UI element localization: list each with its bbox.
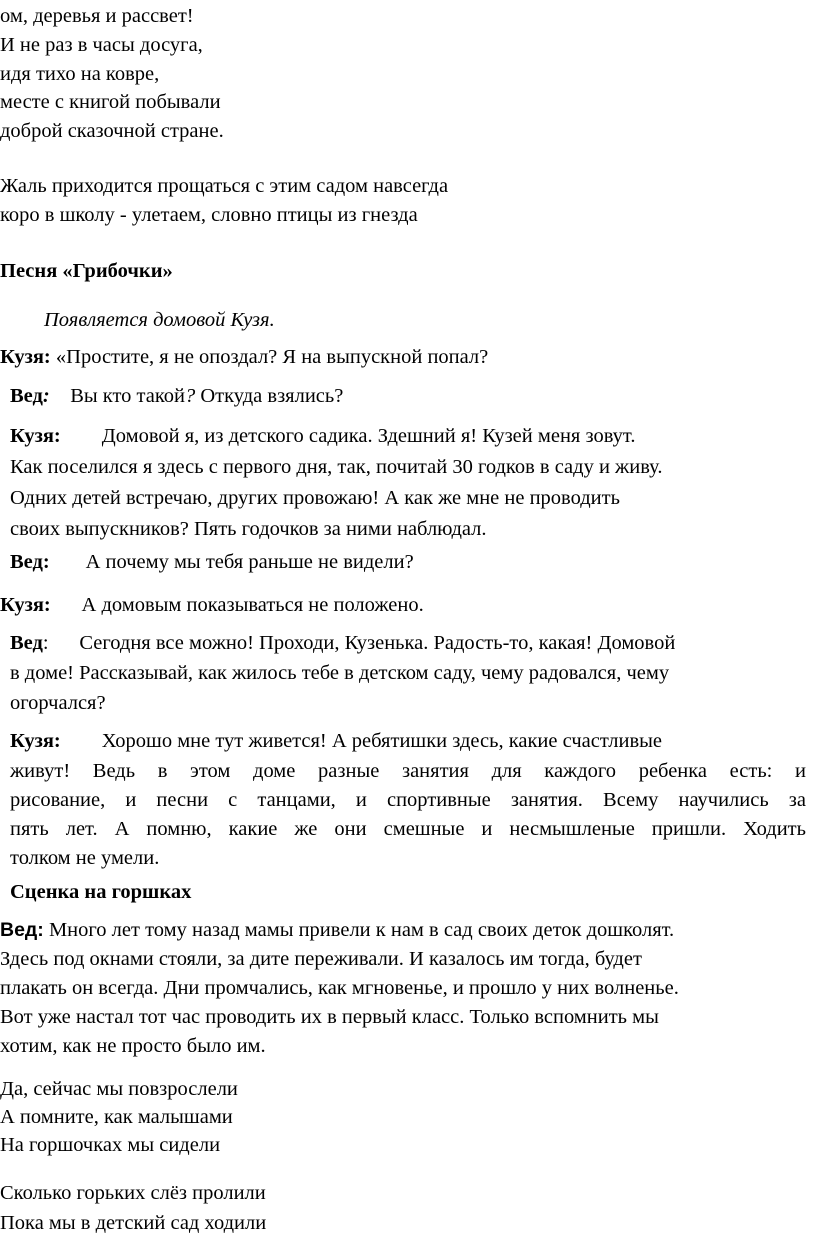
speaker-colon: : xyxy=(42,385,50,407)
speaker-kuzya: Кузя: xyxy=(0,594,51,616)
narrative-line xyxy=(0,918,674,942)
dialog-line xyxy=(10,384,343,408)
dialog-line: Как поселился я здесь с первого дня, так, почитай 30 годков в саду и живу. xyxy=(10,456,663,478)
dialog-text: Хорошо мне тут живется! А ребятишки здесь, какие счастливые xyxy=(60,730,663,752)
poem-line: А помните, как малышами xyxy=(0,1106,233,1128)
dialog-line xyxy=(10,550,414,574)
dialog-line xyxy=(0,345,488,369)
poem-line: Пока мы в детский сад ходили xyxy=(0,1212,267,1234)
dialog-line xyxy=(10,631,675,655)
scene-title: Сценка на горшках xyxy=(10,881,192,903)
speaker-kuzya: Кузя: xyxy=(10,730,61,752)
poem-line: идя тихо на ковре, xyxy=(0,63,160,85)
speaker-kuzya: Кузя: xyxy=(10,425,61,447)
dialog-text: Откуда взялись? xyxy=(195,385,344,407)
dialog-line xyxy=(10,424,635,448)
farewell-line: Жаль приходится прощаться с этим садом навсегда xyxy=(0,175,449,197)
narrative-line: Здесь под окнами стояли, за дите переживали. И казалось им тогда, будет xyxy=(0,948,642,970)
dialog-text: А домовым показываться не положено. xyxy=(50,594,424,616)
dialog-line: Одних детей встречаю, других провожаю! А как же мне не проводить xyxy=(10,487,620,509)
poem-line: На горшочках мы сидели xyxy=(0,1134,221,1156)
poem-line: доброй сказочной стране. xyxy=(0,120,224,142)
dialog-text: Вы кто такой xyxy=(49,385,185,407)
narrative-text: Много лет тому назад мамы привели к нам в сад своих деток дошколят. xyxy=(43,919,675,941)
speaker-ved: Вед: xyxy=(10,551,50,573)
dialog-line: рисование, и песни с танцами, и спортивные занятия. Всему научились за xyxy=(10,789,806,811)
narrative-line: плакать он всегда. Дни промчались, как мгновенье, и прошло у них волненье. xyxy=(0,977,679,999)
dialog-line: в доме! Рассказывай, как жилось тебе в детском саду, чему радовался, чему xyxy=(10,662,670,684)
poem-line: Сколько горьких слёз пролили xyxy=(0,1182,266,1204)
narrative-line: хотим, как не просто было им. xyxy=(0,1035,266,1057)
dialog-line xyxy=(0,593,424,617)
dialog-text: Домовой я, из детского садика. Здешний я! Кузей меня зовут. xyxy=(60,425,636,447)
dialog-line: своих выпускников? Пять годочков за ними наблюдал. xyxy=(10,518,487,540)
speaker-ved: Вед xyxy=(10,632,43,654)
dialog-line: живут! Ведь в этом доме разные занятия для каждого ребенка есть: и xyxy=(10,760,806,782)
speaker-kuzya: Кузя: xyxy=(0,346,51,368)
dialog-text: «Простите, я не опоздал? Я на выпускной попал? xyxy=(50,346,489,368)
dialog-text: : Сегодня все можно! Проходи, Кузенька. Радость-то, какая! Домовой xyxy=(42,632,676,654)
dialog-line: огорчался? xyxy=(10,692,106,714)
dialog-line xyxy=(10,729,662,753)
speaker-ved: Вед xyxy=(10,385,43,407)
song-title: Песня «Грибочки» xyxy=(0,260,173,282)
dialog-line: толком не умели. xyxy=(10,847,160,869)
speaker-ved: Вед: xyxy=(0,919,44,941)
poem-line: Да, сейчас мы повзрослели xyxy=(0,1078,238,1100)
poem-line: И не раз в часы досуга, xyxy=(0,34,203,56)
stage-direction: Появляется домовой Кузя. xyxy=(44,309,275,331)
farewell-line: коро в школу - улетаем, словно птицы из гнезда xyxy=(0,204,418,226)
question-mark: ? xyxy=(184,385,196,407)
poem-line: месте с книгой побывали xyxy=(0,91,221,113)
dialog-line: пять лет. А помню, какие же они смешные и несмышленые пришли. Ходить xyxy=(10,818,806,840)
narrative-line: Вот уже настал тот час проводить их в первый класс. Только вспомнить мы xyxy=(0,1006,659,1028)
poem-line: ом, деревья и рассвет! xyxy=(0,5,194,27)
dialog-text: А почему мы тебя раньше не видели? xyxy=(49,551,414,573)
